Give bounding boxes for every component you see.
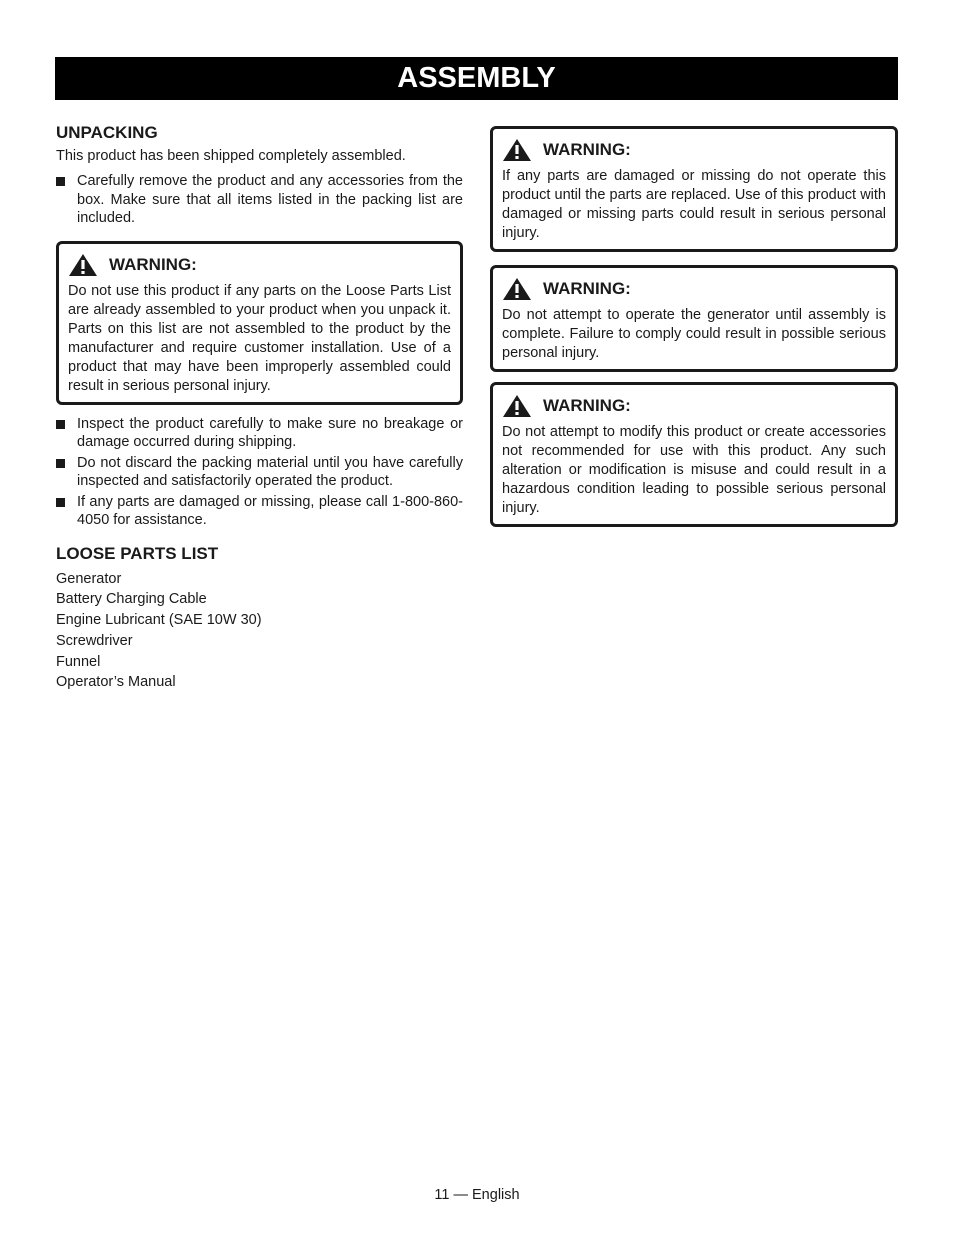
loose-parts-heading: LOOSE PARTS LIST xyxy=(56,543,219,563)
warning-box-assembly-complete xyxy=(490,265,898,372)
list-item: Battery Charging Cable xyxy=(56,591,207,608)
list-item-text: Carefully remove the product and any accessories from the box. Make sure that all items listed in the packing list are included. xyxy=(77,173,463,226)
page-title: ASSEMBLY xyxy=(397,62,556,94)
list-item xyxy=(56,415,463,452)
warning-triangle-icon xyxy=(68,253,98,277)
warning-text: Do not attempt to modify this product or create accessories not recommended for use with this product. Any such alteration or modification is misuse and could result in a hazardous condition leading to possible serious personal injury. xyxy=(502,424,886,516)
list-item: Operator’s Manual xyxy=(56,674,176,691)
list-item-text: If any parts are damaged or missing, please call 1-800-860-4050 for assistance. xyxy=(77,493,463,528)
loose-parts-list xyxy=(56,569,463,694)
list-item xyxy=(56,493,463,530)
unpacking-intro: This product has been shipped completely assembled. xyxy=(56,148,406,164)
section-banner xyxy=(55,57,898,100)
warning-triangle-icon xyxy=(502,277,532,301)
list-item: Funnel xyxy=(56,653,101,670)
left-column xyxy=(56,123,463,693)
warning-box-modification xyxy=(490,382,898,527)
warning-label: WARNING: xyxy=(109,254,197,274)
warning-triangle-icon xyxy=(502,138,532,162)
list-item-text: Inspect the product carefully to make sure no breakage or damage occurred during shipping. xyxy=(77,415,463,450)
warning-label: WARNING: xyxy=(543,396,631,415)
unpacking-bullets-after xyxy=(56,415,463,530)
list-item xyxy=(56,172,463,228)
square-bullet-icon xyxy=(56,177,65,186)
list-item: Engine Lubricant (SAE 10W 30) xyxy=(56,612,262,629)
page-footer: 11 — English xyxy=(434,1187,520,1203)
unpacking-bullets-before xyxy=(56,172,463,228)
warning-text: If any parts are damaged or missing do not operate this product until the parts are replaced. Use of this product with damaged or missing parts could result in serious personal injury. xyxy=(502,168,886,241)
warning-box-damaged-parts xyxy=(490,126,898,252)
warning-box-loose-parts xyxy=(56,241,463,405)
warning-header xyxy=(68,252,451,278)
warning-triangle-icon xyxy=(502,394,532,418)
square-bullet-icon xyxy=(56,498,65,507)
unpacking-heading: UNPACKING xyxy=(56,123,158,142)
warning-header xyxy=(502,393,886,419)
warning-label: WARNING: xyxy=(543,279,631,298)
warning-text: Do not use this product if any parts on the Loose Parts List are already assembled to your product when you unpack it. Parts on this list are not assembled to the product by the manufacturer and require customer installation. Use of a product that may have been improperly assembled could result in serious personal injury. xyxy=(68,282,451,394)
square-bullet-icon xyxy=(56,420,65,429)
list-item: Generator xyxy=(56,570,122,587)
warning-header xyxy=(502,276,886,302)
list-item-text: Do not discard the packing material until you have carefully inspected and satisfactorily operated the product. xyxy=(77,454,463,489)
warning-text: Do not attempt to operate the generator until assembly is complete. Failure to comply could result in possible serious personal injury. xyxy=(502,307,886,361)
warning-label: WARNING: xyxy=(543,140,631,159)
square-bullet-icon xyxy=(56,459,65,468)
list-item: Screwdriver xyxy=(56,632,133,649)
warning-header xyxy=(502,137,886,163)
right-column xyxy=(490,126,898,527)
list-item xyxy=(56,454,463,491)
